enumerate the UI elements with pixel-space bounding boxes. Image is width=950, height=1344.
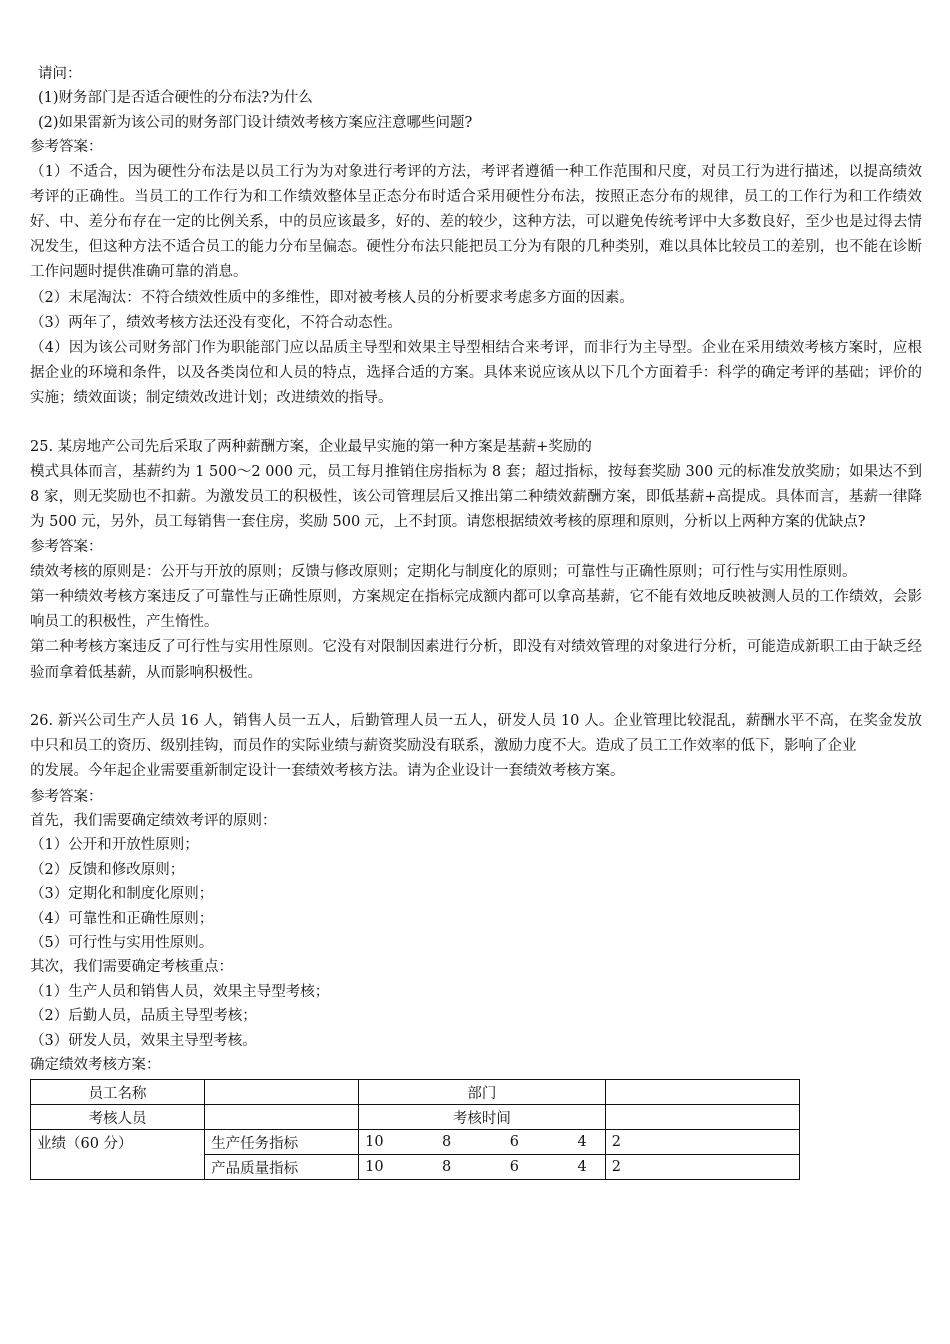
document-body [30, 62, 922, 1180]
question-25-title: 25. 某房地产公司先后采取了两种薪酬方案，企业最早实施的第一种方案是基薪+奖励的 [30, 438, 592, 455]
question-25-answer-3: 第二种考核方案违反了可行性与实用性原则。它没有对限制因素进行分析，即没有对绩效管理的对象进行分析，可能造成新职工由于缺乏经验而拿着低基薪，从而影响积极性。 [30, 639, 922, 681]
table-row [31, 1080, 800, 1105]
indicator-scores [359, 1130, 606, 1155]
department-header: 部门 [359, 1080, 606, 1105]
question-26-title: 26. 新兴公司生产人员 16 人，销售人员一五人，后勤管理人员一五人，研发人员 10 人。企业管理比较混乱，薪酬水平不高，在奖金发放中只和员工的资历、级别挂钩，而员作的实际业绩与薪资奖励没有联系，激励力度不大。造成了员工工作效率的低下，影响了企业 [30, 712, 922, 755]
question-26-body: 的发展。今年起企业需要重新制定设计一套绩效考核方法。请为企业设计一套绩效考核方案。 [30, 763, 625, 780]
question-1: (1)财务部门是否适合硬性的分布法?为什么 [38, 90, 313, 107]
answer-paragraph-3: （3）两年了，绩效考核方法还没有变化，不符合动态性。 [30, 314, 402, 331]
focus-intro: 其次，我们需要确定考核重点： [30, 959, 233, 976]
question-25-answer-label: 参考答案： [30, 539, 103, 556]
assessor-value [205, 1105, 359, 1130]
answer-paragraph-4: （4）因为该公司财务部门作为职能部门应以品质主导型和效果主导型相结合来考评，而非行为主导型。企业在采用绩效考核方案时，应根据企业的环境和条件，以及各类岗位和人员的特点，选择合适的方案。具体来说应该从以下几个方面着手：科学的确定考评的基础；评价的实施；绩效面谈；制定绩效改进计划；改进绩效的指导。 [30, 340, 922, 407]
table-row [31, 1105, 800, 1130]
question-2: (2)如果雷新为该公司的财务部门设计绩效考核方案应注意哪些问题? [38, 114, 473, 131]
focus-item: （2）后勤人员，品质主导型考核； [30, 1008, 257, 1025]
focus-item: （3）研发人员，效果主导型考核。 [30, 1032, 257, 1049]
question-26-answer-label: 参考答案： [30, 788, 103, 805]
score-value: 2 [605, 1130, 799, 1155]
principle-item: （2）反馈和修改原则； [30, 861, 185, 878]
principle-item: （3）定期化和制度化原则； [30, 886, 214, 903]
question-25-answer-1: 绩效考核的原则是：公开与开放的原则；反馈与修改原则；定期化与制度化的原则；可靠性与正确性原则；可行性与实用性原则。 [30, 563, 857, 580]
principle-item: （1）公开和开放性原则； [30, 837, 199, 854]
score-value: 6 [509, 1159, 519, 1176]
section-gap [30, 686, 922, 709]
indicator-name: 产品质量指标 [205, 1155, 359, 1180]
principles-intro: 首先，我们需要确定绩效考评的原则： [30, 812, 277, 829]
score-value: 6 [509, 1134, 519, 1151]
score-value: 4 [577, 1159, 587, 1176]
focus-item: （1）生产人员和销售人员，效果主导型考核； [30, 983, 330, 1000]
employee-name-value [205, 1080, 359, 1105]
indicator-name: 生产任务指标 [205, 1130, 359, 1155]
assessor-header: 考核人员 [31, 1105, 205, 1130]
answer-label: 参考答案： [30, 139, 103, 156]
principle-item: （5）可行性与实用性原则。 [30, 934, 214, 951]
answer-paragraph-1: （1）不适合，因为硬性分布法是以员工行为为对象进行考评的方法，考评者遵循一种工作范围和尺度，对员工行为进行描述，以提高绩效考评的正确性。当员工的工作行为和工作绩效整体呈正态分布时适合采用硬性分布法，按照正态分布的规律，员工的工作行为和工作绩效好、中、差分布存在一定的比例关系，中的员应该最多，好的、差的较少，这种方法，可以避免传统考评中大多数良好，至少也是过得去情况发生，但这种方法不适合员工的能力分布呈偏态。硬性分布法只能把员工分为有限的几种类别，难以具体比较员工的差别，也不能在诊断工作问题时提供准确可靠的消息。 [30, 163, 922, 281]
assess-time-header: 考核时间 [359, 1105, 606, 1130]
question-25-answer-2: 第一种绩效考核方案违反了可靠性与正确性原则，方案规定在指标完成额内都可以拿高基薪，它不能有效地反映被测人员的工作绩效，会影响员工的积极性，产生惰性。 [30, 589, 922, 631]
plan-label: 确定绩效考核方案： [30, 1056, 161, 1073]
indicator-scores [359, 1155, 606, 1180]
performance-category: 业绩（60 分） [31, 1130, 205, 1180]
score-value: 10 [365, 1134, 384, 1151]
assess-time-value [605, 1105, 799, 1130]
score-value: 8 [442, 1159, 452, 1176]
question-25-body: 模式具体而言，基薪约为 1 500～2 000 元，员工每月推销住房指标为 8 套；超过指标，按每套奖励 300 元的标准发放奖励；如果达不到 8 家，则无奖励也不扣薪。为激发员工的积极性，该公司管理层后又推出第二种绩效薪酬方案，即低基薪+高提成。具体而言，基薪一律降为 500 元，另外，员工每销售一套住房，奖励 500 元，上不封顶。请您根据绩效考核的原理和原则，分析以上两种方案的优缺点? [30, 463, 922, 531]
answer-paragraph-2: （2）末尾淘汰：不符合绩效性质中的多维性，即对被考核人员的分析要求考虑多方面的因素。 [30, 289, 634, 306]
table-row [31, 1130, 800, 1155]
principle-item: （4）可靠性和正确性原则； [30, 910, 214, 927]
department-value [605, 1080, 799, 1105]
score-value: 10 [365, 1159, 384, 1176]
score-value: 2 [605, 1155, 799, 1180]
assessment-table [30, 1079, 800, 1180]
score-value: 8 [442, 1134, 452, 1151]
employee-name-header: 员工名称 [31, 1080, 205, 1105]
section-gap [30, 412, 922, 435]
question-label: 请问： [38, 66, 82, 82]
score-value: 4 [577, 1134, 587, 1151]
